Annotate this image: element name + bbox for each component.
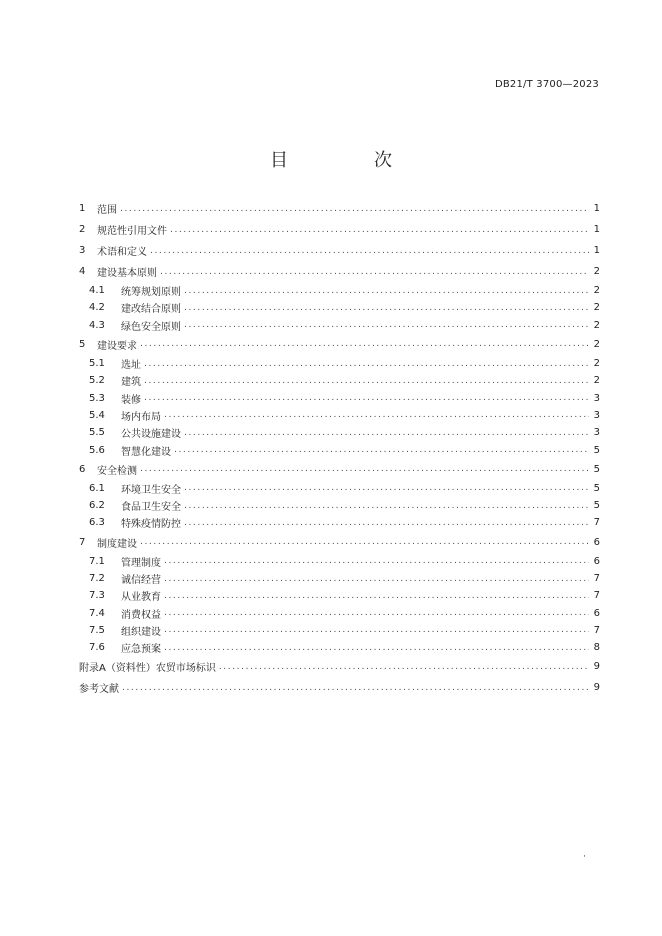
- toc-entry-page: 6: [593, 536, 600, 548]
- toc-entry[interactable]: [79, 587, 600, 604]
- toc-entry-label: 建设基本原则: [97, 268, 157, 279]
- toc-entry-number: 7.5: [89, 624, 105, 636]
- dot-leader: [170, 225, 589, 235]
- toc-entry-label: 参考文献: [79, 684, 119, 696]
- toc-entry-page: 3: [593, 392, 600, 404]
- toc-entry-page: 6: [593, 555, 600, 567]
- toc-entry-number: 7.1: [89, 555, 105, 567]
- dot-leader: [120, 204, 589, 214]
- toc-entry-number: 5.6: [89, 444, 105, 456]
- toc-entry[interactable]: [79, 639, 600, 656]
- toc-entry-page: 2: [593, 266, 600, 277]
- page-mark: ·: [583, 852, 586, 862]
- toc-entry-label: 建改结合原则: [121, 304, 181, 316]
- dot-leader: [164, 556, 589, 566]
- toc-entry-number: 7.3: [89, 590, 105, 602]
- toc-entry-number: 1: [79, 203, 86, 214]
- toc-entry-page: 7: [593, 590, 600, 602]
- toc-entry[interactable]: [79, 656, 600, 677]
- toc-entry-label: 管理制度: [121, 557, 161, 569]
- toc-entry-page: 2: [593, 319, 600, 331]
- page-title: 目 次: [270, 150, 426, 171]
- toc-entry-page: 5: [593, 444, 600, 456]
- toc-entry[interactable]: [79, 497, 600, 514]
- dot-leader: [184, 320, 589, 330]
- toc-entry-label: 建筑: [121, 377, 141, 389]
- toc-entry-label: 统筹规划原则: [121, 287, 181, 299]
- toc-entry[interactable]: [79, 407, 600, 424]
- toc-entry-number: 4.1: [89, 285, 105, 297]
- toc-entry-page: 2: [593, 358, 600, 370]
- toc-entry-number: 5.1: [89, 358, 105, 370]
- toc-entry-page: 5: [593, 500, 600, 512]
- toc-entry-page: 6: [593, 607, 600, 619]
- dot-leader: [140, 537, 589, 547]
- toc-entry-page: 2: [593, 302, 600, 314]
- toc-entry-label: 组织建设: [121, 626, 161, 638]
- toc-entry-label: 智慧化建设: [121, 446, 171, 458]
- toc-entry-label: 食品卫生安全: [121, 502, 181, 514]
- toc-entry[interactable]: [79, 282, 600, 299]
- toc-entry-label: 公共设施建设: [121, 429, 181, 441]
- table-of-contents: [79, 198, 600, 698]
- toc-entry[interactable]: [79, 219, 600, 240]
- toc-entry-label: 绿色安全原则: [121, 321, 181, 333]
- toc-entry-number: 7.6: [89, 642, 105, 654]
- toc-entry-number: 5.2: [89, 375, 105, 387]
- toc-entry-page: 1: [593, 203, 600, 214]
- toc-entry-number: 6.2: [89, 500, 105, 512]
- toc-entry-number: 5: [79, 338, 86, 350]
- toc-entry-number: 3: [79, 245, 86, 256]
- dot-leader: [184, 303, 589, 313]
- toc-entry-number: 6: [79, 463, 86, 475]
- toc-entry-label: 附录A（资料性）农贸市场标识: [79, 663, 216, 675]
- toc-entry[interactable]: [79, 299, 600, 316]
- toc-entry-page: 3: [593, 409, 600, 421]
- toc-entry[interactable]: [79, 570, 600, 587]
- toc-entry-label: 从业教育: [121, 592, 161, 604]
- toc-entry[interactable]: [79, 604, 600, 621]
- toc-entry[interactable]: [79, 334, 600, 355]
- toc-entry-label: 诚信经营: [121, 575, 161, 586]
- toc-entry-label: 建设要求: [97, 340, 137, 352]
- toc-entry[interactable]: [79, 317, 600, 334]
- toc-entry-page: 9: [593, 661, 600, 673]
- dot-leader: [140, 339, 589, 349]
- toc-entry-number: 7: [79, 536, 86, 548]
- toc-entry[interactable]: [79, 622, 600, 639]
- toc-entry[interactable]: [79, 389, 600, 406]
- dot-leader: [164, 591, 589, 601]
- toc-entry-label: 范围: [97, 205, 117, 216]
- document-code: DB21/T 3700—2023: [494, 79, 599, 90]
- toc-entry-page: 2: [593, 375, 600, 387]
- dot-leader: [184, 286, 589, 296]
- toc-entry-number: 6.3: [89, 517, 105, 529]
- toc-entry-page: 2: [593, 285, 600, 297]
- dot-leader: [184, 501, 589, 511]
- toc-entry[interactable]: [79, 553, 600, 570]
- toc-entry-page: 5: [593, 482, 600, 494]
- toc-entry[interactable]: [79, 677, 600, 698]
- dot-leader: [164, 608, 589, 618]
- toc-entry-label: 环境卫生安全: [121, 484, 181, 496]
- toc-entry-page: 8: [593, 642, 600, 654]
- toc-entry[interactable]: [79, 514, 600, 531]
- toc-entry-label: 制度建设: [97, 538, 137, 550]
- toc-entry[interactable]: [79, 372, 600, 389]
- toc-entry-page: 7: [593, 573, 600, 584]
- toc-entry-number: 5.5: [89, 427, 105, 439]
- toc-entry-number: 4: [79, 266, 86, 277]
- dot-leader: [140, 464, 589, 474]
- toc-entry[interactable]: [79, 532, 600, 553]
- dot-leader: [184, 483, 589, 493]
- toc-entry-label: 应急预案: [121, 644, 161, 656]
- dot-leader: [160, 267, 589, 277]
- toc-entry-number: 2: [79, 224, 86, 235]
- toc-entry-label: 装修: [121, 394, 141, 406]
- dot-leader: [184, 428, 589, 438]
- toc-entry-number: 4.2: [89, 302, 105, 314]
- dot-leader: [164, 643, 589, 653]
- dot-leader: [150, 246, 589, 256]
- toc-entry-label: 场内布局: [121, 411, 161, 423]
- toc-entry-page: 2: [593, 338, 600, 350]
- dot-leader: [122, 683, 589, 693]
- dot-leader: [144, 393, 589, 403]
- toc-entry-number: 5.4: [89, 409, 105, 421]
- toc-entry-page: 1: [593, 224, 600, 235]
- toc-entry[interactable]: [79, 459, 600, 480]
- dot-leader: [164, 410, 589, 420]
- toc-entry-label: 规范性引用文件: [97, 226, 167, 237]
- toc-entry[interactable]: [79, 261, 600, 282]
- toc-entry[interactable]: [79, 424, 600, 441]
- dot-leader: [164, 625, 589, 635]
- dot-leader: [164, 574, 589, 584]
- toc-entry-number: 6.1: [89, 482, 105, 494]
- dot-leader: [219, 662, 589, 672]
- toc-entry-page: 7: [593, 624, 600, 636]
- toc-entry-number: 4.3: [89, 319, 105, 331]
- dot-leader: [184, 518, 589, 528]
- toc-entry-page: 5: [593, 463, 600, 475]
- toc-entry-page: 1: [593, 245, 600, 256]
- toc-entry[interactable]: [79, 240, 600, 261]
- toc-entry[interactable]: [79, 355, 600, 372]
- toc-entry-label: 术语和定义: [97, 247, 147, 258]
- toc-entry-number: 7.4: [89, 607, 105, 619]
- toc-entry-page: 7: [593, 517, 600, 529]
- dot-leader: [144, 359, 589, 369]
- toc-entry-page: 9: [593, 682, 600, 694]
- toc-entry[interactable]: [79, 198, 600, 219]
- toc-entry[interactable]: [79, 480, 600, 497]
- toc-entry-label: 安全检测: [97, 465, 137, 477]
- toc-entry-number: 5.3: [89, 392, 105, 404]
- toc-entry-label: 特殊疫情防控: [121, 519, 181, 531]
- toc-entry-number: 7.2: [89, 573, 105, 584]
- toc-entry-page: 3: [593, 427, 600, 439]
- toc-entry[interactable]: [79, 441, 600, 458]
- toc-entry-label: 选址: [121, 360, 141, 372]
- toc-entry-label: 消费权益: [121, 609, 161, 621]
- dot-leader: [144, 376, 589, 386]
- dot-leader: [174, 445, 589, 455]
